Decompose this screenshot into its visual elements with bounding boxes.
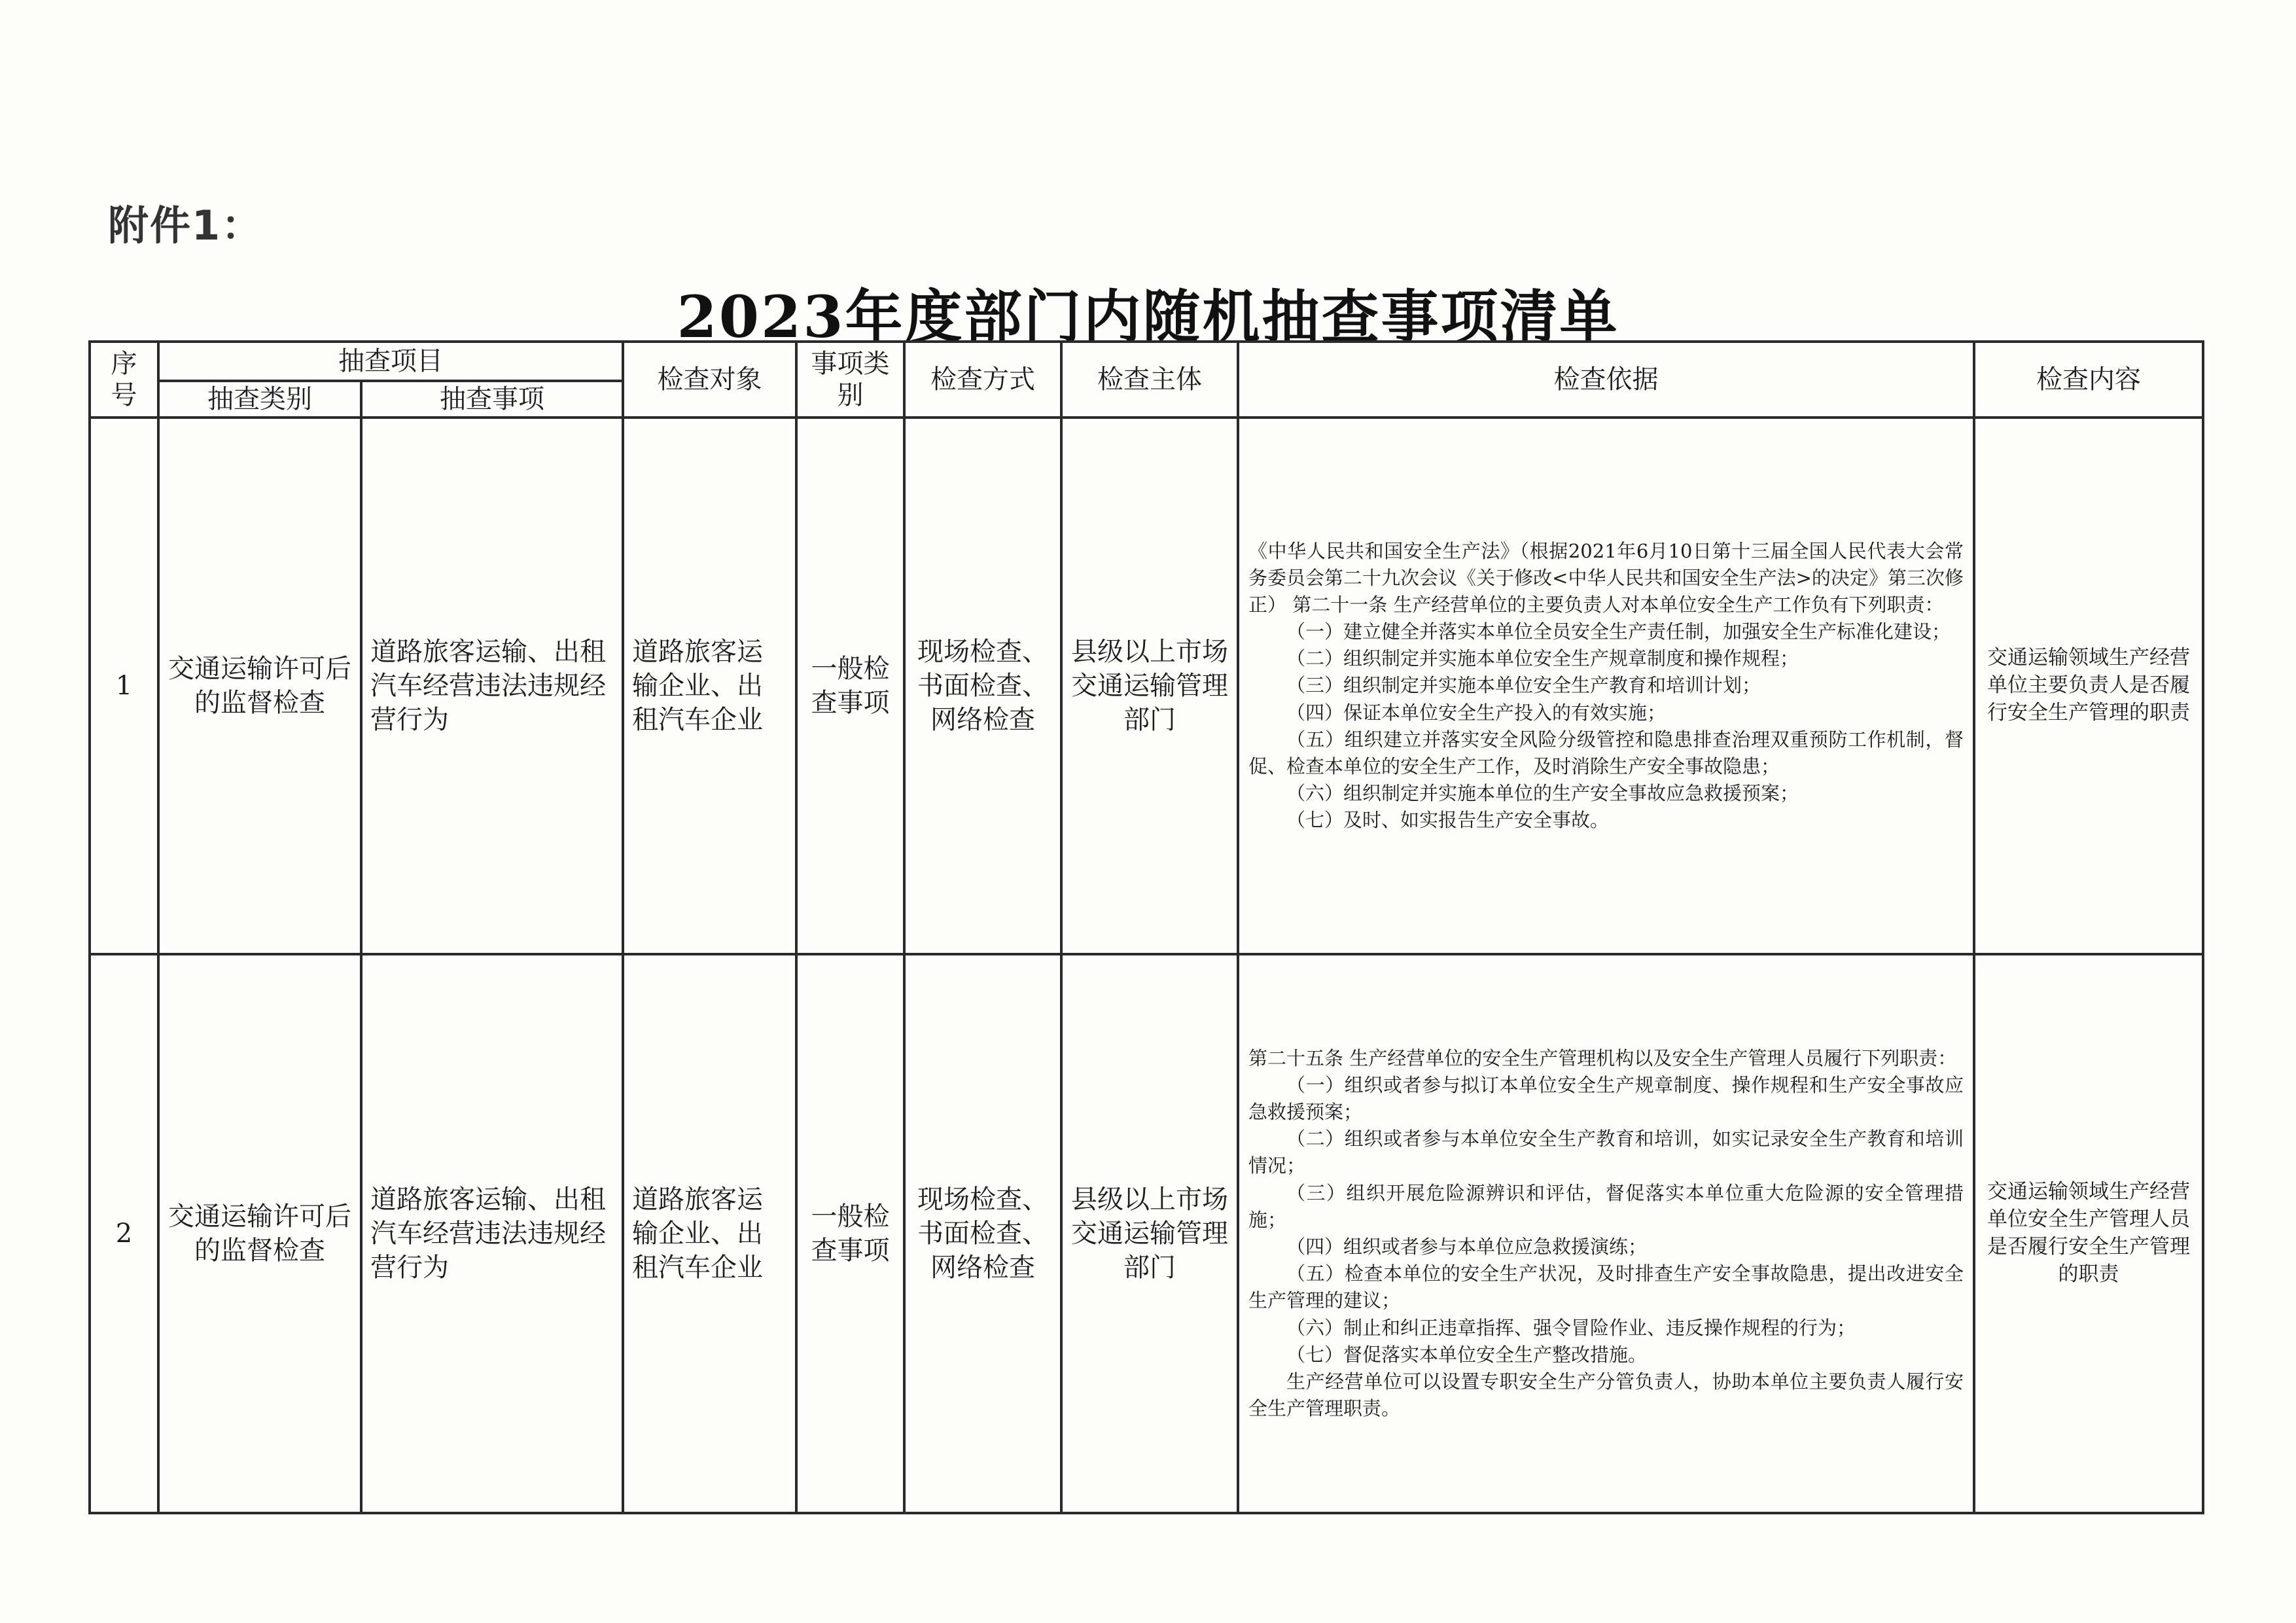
page-title: 2023年度部门内随机抽查事项清单	[677, 283, 1619, 351]
row-basis	[1238, 954, 1974, 1513]
header-basis: 检查依据	[1238, 342, 1974, 418]
basis-paragraph: （五）检查本单位的安全生产状况，及时排查生产安全事故隐患，提出改进安全生产管理的建议；	[1248, 1262, 1964, 1312]
basis-paragraph: （一）组织或者参与拟订本单位安全生产规章制度、操作规程和生产安全事故应急救援预案；	[1248, 1073, 1964, 1124]
header-matter: 抽查事项	[361, 381, 623, 418]
row-seq: 2	[90, 954, 158, 1513]
row-basis	[1238, 418, 1974, 954]
header-item-group: 抽查项目	[158, 342, 623, 381]
basis-paragraph: 生产经营单位可以设置专职安全生产分管负责人，协助本单位主要负责人履行安全生产管理职责。	[1248, 1370, 1964, 1420]
basis-paragraph: 《中华人民共和国安全生产法》（根据2021年6月10日第十三届全国人民代表大会常务委员会第二十九次会议《关于修改<中华人民共和国安全生产法>的决定》第三次修正） 第二十一条 生产经营单位的主要负责人对本单位安全生产工作负有下列职责：	[1248, 539, 1964, 616]
basis-paragraph: （七）督促落实本单位安全生产整改措施。	[1286, 1343, 1648, 1366]
attachment-label: 附件1：	[108, 202, 264, 249]
row-target: 道路旅客运输企业、出租汽车企业	[623, 954, 796, 1513]
basis-paragraph: 第二十五条 生产经营单位的安全生产管理机构以及安全生产管理人员履行下列职责：	[1248, 1046, 1957, 1069]
inspection-table	[88, 340, 2204, 1514]
basis-paragraph: （六）组织制定并实施本单位的生产安全事故应急救援预案；	[1286, 782, 1799, 805]
basis-paragraph: （三）组织开展危险源辨识和评估，督促落实本单位重大危险源的安全管理措施；	[1248, 1181, 1964, 1231]
header-target: 检查对象	[623, 342, 796, 418]
header-category: 抽查类别	[158, 381, 361, 418]
header-row-1	[90, 342, 2203, 381]
row-method: 现场检查、书面检查、网络检查	[904, 954, 1061, 1513]
row-content: 交通运输领域生产经营单位主要负责人是否履行安全生产管理的职责	[1974, 418, 2203, 954]
basis-paragraph: （六）制止和纠正违章指挥、强令冒险作业、违反操作规程的行为；	[1286, 1316, 1856, 1339]
header-method: 检查方式	[904, 342, 1061, 418]
basis-paragraph: （三）组织制定并实施本单位安全生产教育和培训计划；	[1286, 674, 1761, 697]
basis-paragraph: （七）及时、如实报告生产安全事故。	[1286, 809, 1610, 832]
basis-paragraph: （四）组织或者参与本单位应急救援演练；	[1286, 1236, 1648, 1258]
row-subject: 县级以上市场交通运输管理部门	[1061, 954, 1238, 1513]
row-type: 一般检查事项	[796, 954, 904, 1513]
row-content: 交通运输领域生产经营单位安全生产管理人员是否履行安全生产管理的职责	[1974, 954, 2203, 1513]
basis-paragraph: （二）组织制定并实施本单位安全生产规章制度和操作规程；	[1286, 647, 1799, 670]
row-target: 道路旅客运输企业、出租汽车企业	[623, 418, 796, 954]
header-seq: 序号	[90, 342, 158, 418]
row-matter: 道路旅客运输、出租汽车经营违法违规经营行为	[361, 418, 623, 954]
row-category: 交通运输许可后的监督检查	[158, 954, 361, 1513]
basis-paragraph: （一）建立健全并落实本单位全员安全生产责任制，加强安全生产标准化建设；	[1286, 620, 1951, 643]
header-content: 检查内容	[1974, 342, 2203, 418]
basis-paragraph: （四）保证本单位安全生产投入的有效实施；	[1286, 701, 1667, 724]
table-row	[90, 418, 2203, 954]
row-type: 一般检查事项	[796, 418, 904, 954]
table-row	[90, 954, 2203, 1513]
row-matter: 道路旅客运输、出租汽车经营违法违规经营行为	[361, 954, 623, 1513]
row-seq: 1	[90, 418, 158, 954]
basis-paragraph: （二）组织或者参与本单位安全生产教育和培训，如实记录安全生产教育和培训情况；	[1248, 1128, 1964, 1177]
row-method: 现场检查、书面检查、网络检查	[904, 418, 1061, 954]
basis-paragraph: （五）组织建立并落实安全风险分级管控和隐患排查治理双重预防工作机制，督促、检查本单位的安全生产工作，及时消除生产安全事故隐患；	[1248, 728, 1964, 777]
header-type: 事项类别	[796, 342, 904, 418]
row-category: 交通运输许可后的监督检查	[158, 418, 361, 954]
header-subject: 检查主体	[1061, 342, 1238, 418]
row-subject: 县级以上市场交通运输管理部门	[1061, 418, 1238, 954]
